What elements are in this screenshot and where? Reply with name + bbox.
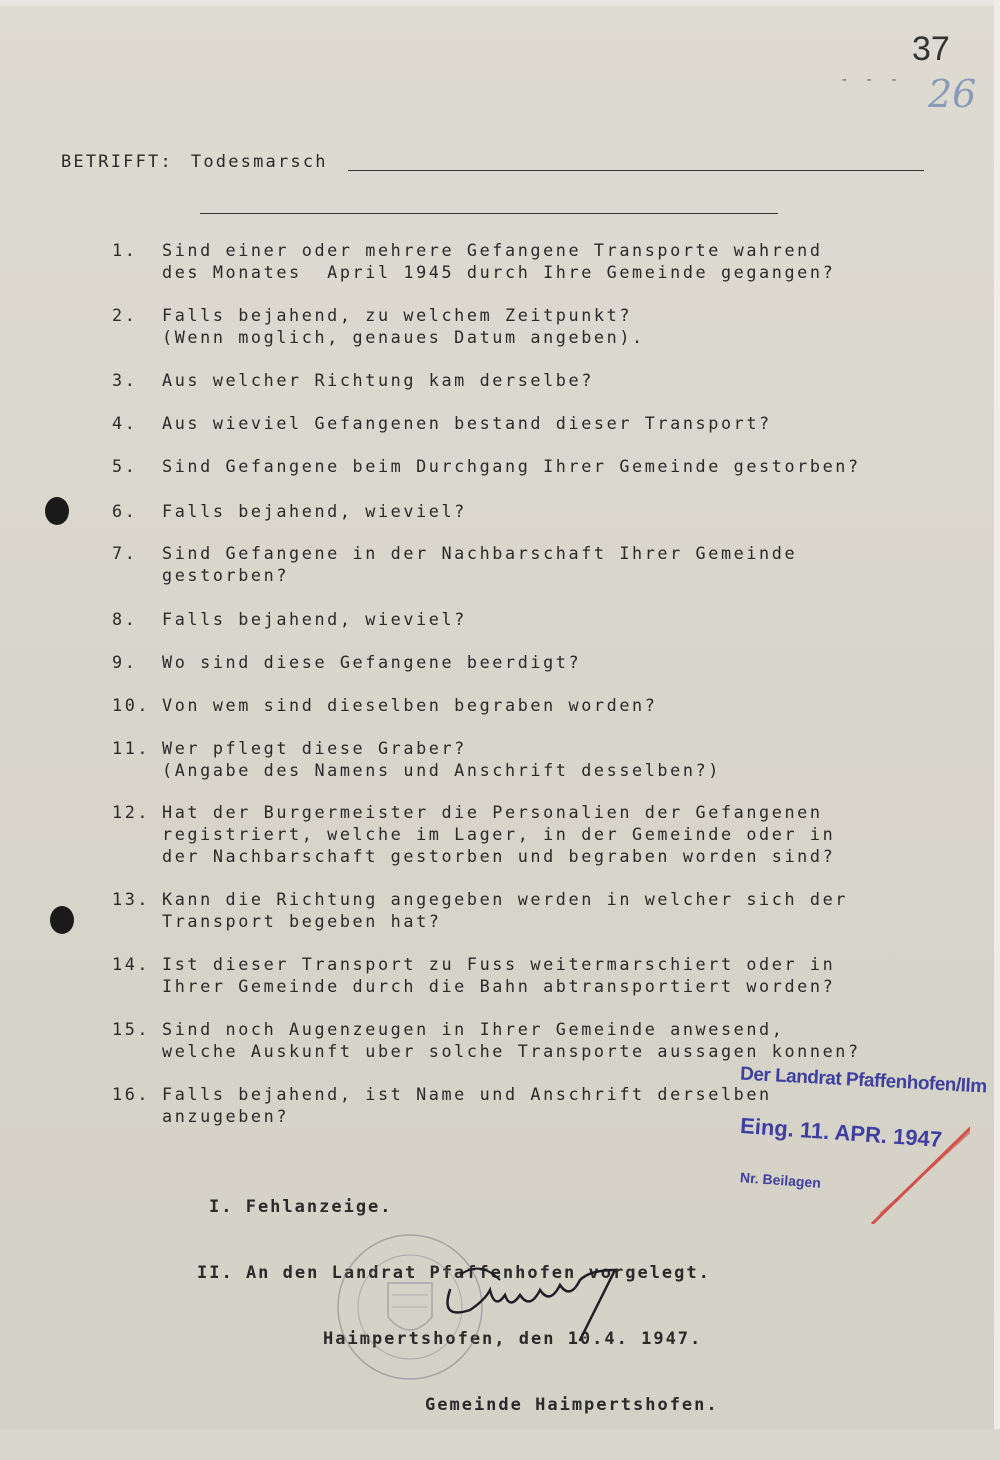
question-item: 15. Sind noch Augenzeugen in Ihrer Gemeinde anwesend, welche Auskunft uber solche Transporte aussagen konnen? xyxy=(112,1019,861,1061)
reply-line-4: Gemeinde Haimpertshofen. xyxy=(425,1395,719,1415)
question-item: 5. Sind Gefangene beim Durchgang Ihrer Gemeinde gestorben? xyxy=(112,456,861,476)
question-item: 13. Kann die Richtung angegeben werden in welcher sich der Transport begeben hat? xyxy=(112,889,848,931)
reply-line-1: I. Fehlanzeige. xyxy=(209,1197,393,1217)
question-item: 2. Falls bejahend, zu welchem Zeitpunkt? (Wenn moglich, genaues Datum angeben). xyxy=(112,305,645,347)
question-item: 1. Sind einer oder mehrere Gefangene Transporte wahrend des Monates April 1945 durch Ihre Gemeinde gegangen? xyxy=(112,240,836,282)
reply-line-2: II. An den Landrat Pfaffenhofen vorgelegt. xyxy=(197,1263,711,1283)
subject-value: Todesmarsch xyxy=(190,152,328,172)
punch-hole-icon xyxy=(45,497,69,525)
question-item: 11. Wer pflegt diese Graber? (Angabe des Namens und Anschrift desselben?) xyxy=(112,738,721,780)
signature-icon xyxy=(430,1250,630,1350)
subject-underline-2 xyxy=(200,213,778,214)
pencil-dashes: - - - xyxy=(840,72,903,88)
stamp-bearbeiter: Nr. Beilagen xyxy=(739,1169,822,1191)
page-number-old: 26 xyxy=(928,72,977,116)
punch-hole-icon xyxy=(50,906,74,934)
reply-line-3: Haimpertshofen, den 10.4. 1947. xyxy=(323,1329,703,1349)
question-item: 14. Ist dieser Transport zu Fuss weitermarschiert oder in Ihrer Gemeinde durch die Bahn abtransportiert worden? xyxy=(112,954,836,996)
stamp-date: Eing. 11. APR. 1947 xyxy=(739,1112,943,1153)
question-item: 9. Wo sind diese Gefangene beerdigt? xyxy=(112,652,582,672)
page-number: 37 xyxy=(912,30,950,68)
question-item: 6. Falls bejahend, wieviel? xyxy=(112,501,467,521)
question-item: 10. Von wem sind dieselben begraben worden? xyxy=(112,695,658,715)
question-item: 16. Falls bejahend, ist Name und Anschrift derselben anzugeben? xyxy=(112,1084,772,1126)
stamp-title: Der Landrat Pfaffenhofen/Ilm xyxy=(739,1063,988,1098)
page-edge-top xyxy=(0,0,1000,6)
question-item: 7. Sind Gefangene in der Nachbarschaft Ihrer Gemeinde gestorben? xyxy=(112,543,798,585)
subject-line xyxy=(61,152,328,172)
question-item: 12. Hat der Burgermeister die Personalien der Gefangenen registriert, welche im Lager, in der Gemeinde oder in der Nachbarschaft gestorben und begraben worden sind? xyxy=(112,802,836,866)
subject-label: BETRIFFT: xyxy=(61,152,173,172)
page-edge-right xyxy=(994,0,1000,1429)
receipt-stamp xyxy=(739,1063,988,1204)
question-item: 3. Aus welcher Richtung kam derselbe? xyxy=(112,370,594,390)
question-item: 4. Aus wieviel Gefangenen bestand dieser Transport? xyxy=(112,413,772,433)
question-item: 8. Falls bejahend, wieviel? xyxy=(112,609,467,629)
subject-underline xyxy=(348,170,924,171)
